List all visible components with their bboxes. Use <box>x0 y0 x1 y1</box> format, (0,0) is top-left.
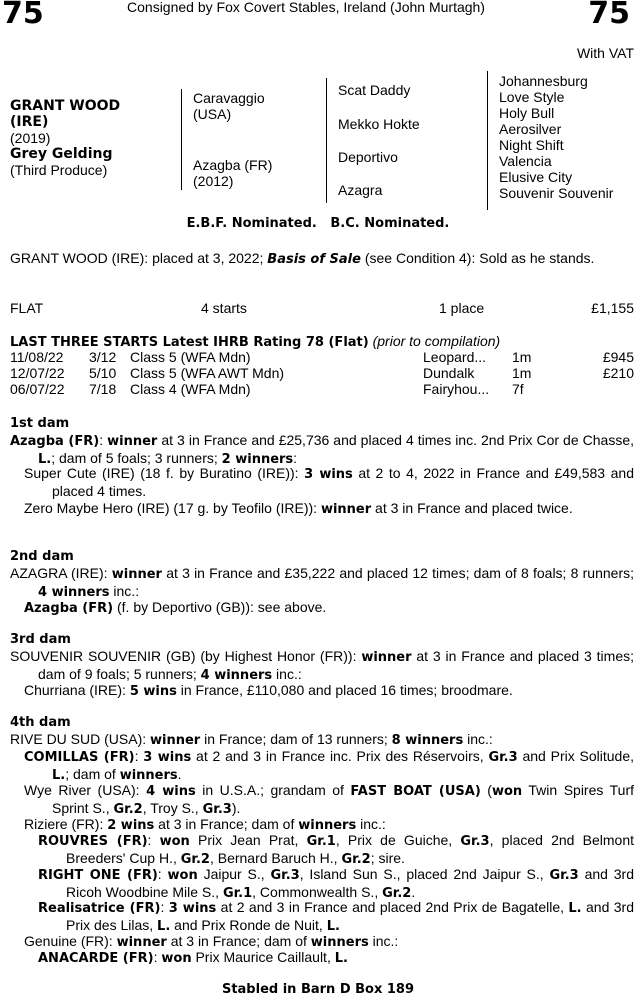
fourth-dam-grandprogeny-2: RIGHT ONE (FR): won Jaipur S., Gr.3, Island Sun S., placed 2nd Jaipur S., Gr.3 and 3rd Ricoh Woodbine Mile S., Gr.1, Commonwealth S., Gr.2. <box>38 866 634 901</box>
start-prize: £210 <box>602 365 634 381</box>
lot-number-right: 75 <box>588 0 630 31</box>
start-prize: £945 <box>602 349 634 365</box>
gen3-7: Elusive City <box>499 169 573 185</box>
start-course: Fairyhou... <box>423 381 490 397</box>
third-dam-entry: SOUVENIR SOUVENIR (GB) (by Highest Honor (FR)): winner at 3 in France and placed 3 times; dam of 9 foals; 5 runners; 4 winners inc.: <box>10 648 634 683</box>
second-dam-progeny-1: Azagba (FR) (f. by Deportivo (GB)): see above. <box>24 599 327 616</box>
sale-note-prefix: GRANT WOOD (IRE): placed at 3, 2022; <box>10 250 268 266</box>
horse-name: GRANT WOOD <box>10 98 121 114</box>
gen3-list <box>499 73 613 201</box>
record-starts: 4 starts <box>201 300 247 316</box>
start-class: Class 5 (WFA Mdn) <box>130 349 251 365</box>
record-earnings: £1,155 <box>591 300 634 316</box>
dam-name: Azagba (FR) <box>193 157 273 173</box>
gen3-3: Holy Bull <box>499 105 555 121</box>
first-dam-progeny-1: Super Cute (IRE) (18 f. by Buratino (IRE)): 3 wins at 2 to 4, 2022 in France and £49,583 and placed 4 times. <box>24 465 634 499</box>
pedigree-divider-3 <box>487 71 488 210</box>
pedigree-sire <box>193 90 265 122</box>
dam-year: (2012) <box>193 173 234 189</box>
sale-note <box>10 250 634 268</box>
fourth-dam-progeny-2: Wye River (USA): 4 wins in U.S.A.; grandam of FAST BOAT (USA) (won Twin Spires Turf Sprint S., Gr.2, Troy S., Gr.3). <box>24 782 635 817</box>
sale-note-suffix: (see Condition 4): Sold as he stands. <box>360 250 595 266</box>
start-date: 06/07/22 <box>10 381 65 397</box>
horse-produce: (Third Produce) <box>10 162 108 178</box>
start-date: 11/08/22 <box>10 349 64 365</box>
first-dam-entry: Azagba (FR): winner at 3 in France and £25,736 and placed 4 times inc. 2nd Prix Cor de Chasse, L.; dam of 5 foals; 3 runners; 2 winners: <box>10 432 634 467</box>
start-dist: 1m <box>512 365 532 381</box>
sire-name: Caravaggio <box>193 90 265 106</box>
third-dam-heading: 3rd dam <box>10 632 71 647</box>
last-starts-title: LAST THREE STARTS Latest IHRB Rating 78 (Flat) <box>10 335 369 350</box>
second-dam-entry: AZAGRA (IRE): winner at 3 in France and £35,222 and placed 12 times; dam of 8 foals; 8 runners; 4 winners inc.: <box>10 565 634 600</box>
start-course: Dundalk <box>423 365 475 381</box>
fourth-dam-progeny-1: COMILLAS (FR): 3 wins at 2 and 3 in France inc. Prix des Réservoirs, Gr.3 and Prix Solitude, L.; dam of winners. <box>24 748 635 783</box>
gen3-2: Love Style <box>499 89 565 105</box>
horse-country: (IRE) <box>10 114 49 130</box>
first-dam-progeny-2: Zero Maybe Hero (IRE) (17 g. by Teofilo (IRE)): winner at 3 in France and placed twice. <box>24 500 573 517</box>
record-type: FLAT <box>10 300 44 316</box>
fourth-dam-grandprogeny-1: ROUVRES (FR): won Prix Jean Prat, Gr.1, Prix de Guiche, Gr.3, placed 2nd Belmont Breeders' Cup H., Gr.2, Bernard Baruch H., Gr.2; sire. <box>38 832 635 867</box>
start-dist: 7f <box>512 381 524 397</box>
third-dam-progeny-1: Churriana (IRE): 5 wins in France, £110,080 and placed 16 times; broodmare. <box>24 682 513 699</box>
lot-number-left: 75 <box>2 0 44 31</box>
fourth-dam-progeny-4: Genuine (FR): winner at 3 in France; dam of winners inc.: <box>24 933 399 950</box>
nominations: E.B.F. Nominated. B.C. Nominated. <box>186 216 450 231</box>
stabling-footer: Stabled in Barn D Box 189 <box>221 982 415 997</box>
pedigree-divider-1 <box>181 89 182 190</box>
vat-note: With VAT <box>576 45 634 61</box>
start-course: Leopard... <box>423 349 487 365</box>
pedigree-divider-2 <box>326 78 327 203</box>
fourth-dam-grandprogeny-4: ANACARDE (FR): won Prix Maurice Caillault, L. <box>38 949 348 966</box>
gen3-1: Johannesburg <box>499 73 588 89</box>
second-dam-heading: 2nd dam <box>10 549 74 564</box>
start-pos: 5/10 <box>89 365 117 381</box>
fourth-dam-progeny-3: Riziere (FR): 2 wins at 3 in France; dam of winners inc.: <box>24 816 386 833</box>
horse-year: (2019) <box>10 130 51 146</box>
horse-identity <box>10 98 120 178</box>
gen3-8: Souvenir Souvenir <box>499 185 614 201</box>
fourth-dam-heading: 4th dam <box>10 715 71 730</box>
gen2-1: Scat Daddy <box>338 82 411 98</box>
gen3-5: Night Shift <box>499 137 564 153</box>
record-places: 1 place <box>439 300 485 316</box>
start-dist: 1m <box>512 349 532 365</box>
first-dam-heading: 1st dam <box>10 416 70 431</box>
gen2-2: Mekko Hokte <box>338 116 420 132</box>
gen3-6: Valencia <box>499 153 552 169</box>
fourth-dam-grandprogeny-3: Realisatrice (FR): 3 wins at 2 and 3 in France and placed 2nd Prix de Bagatelle, L. and 3rd Prix des Lilas, L. and Prix Ronde de Nuit, L. <box>38 899 635 934</box>
start-class: Class 5 (WFA AWT Mdn) <box>130 365 285 381</box>
gen2-3: Deportivo <box>338 149 398 165</box>
fourth-dam-entry: RIVE DU SUD (USA): winner in France; dam of 13 runners; 8 winners inc.: <box>10 731 493 748</box>
start-pos: 7/18 <box>89 381 117 397</box>
basis-of-sale: Basis of Sale <box>267 252 361 267</box>
gen2-4: Azagra <box>338 182 383 198</box>
start-pos: 3/12 <box>89 349 117 365</box>
pedigree-dam <box>193 157 272 189</box>
last-starts-note: (prior to compilation) <box>372 333 501 349</box>
gen3-4: Aerosilver <box>499 121 562 137</box>
start-date: 12/07/22 <box>10 365 65 381</box>
consignor: Consigned by Fox Covert Stables, Ireland (John Murtagh) <box>127 0 485 15</box>
horse-description: Grey Gelding <box>10 146 113 162</box>
sire-country: (USA) <box>193 106 232 122</box>
start-class: Class 4 (WFA Mdn) <box>130 381 251 397</box>
